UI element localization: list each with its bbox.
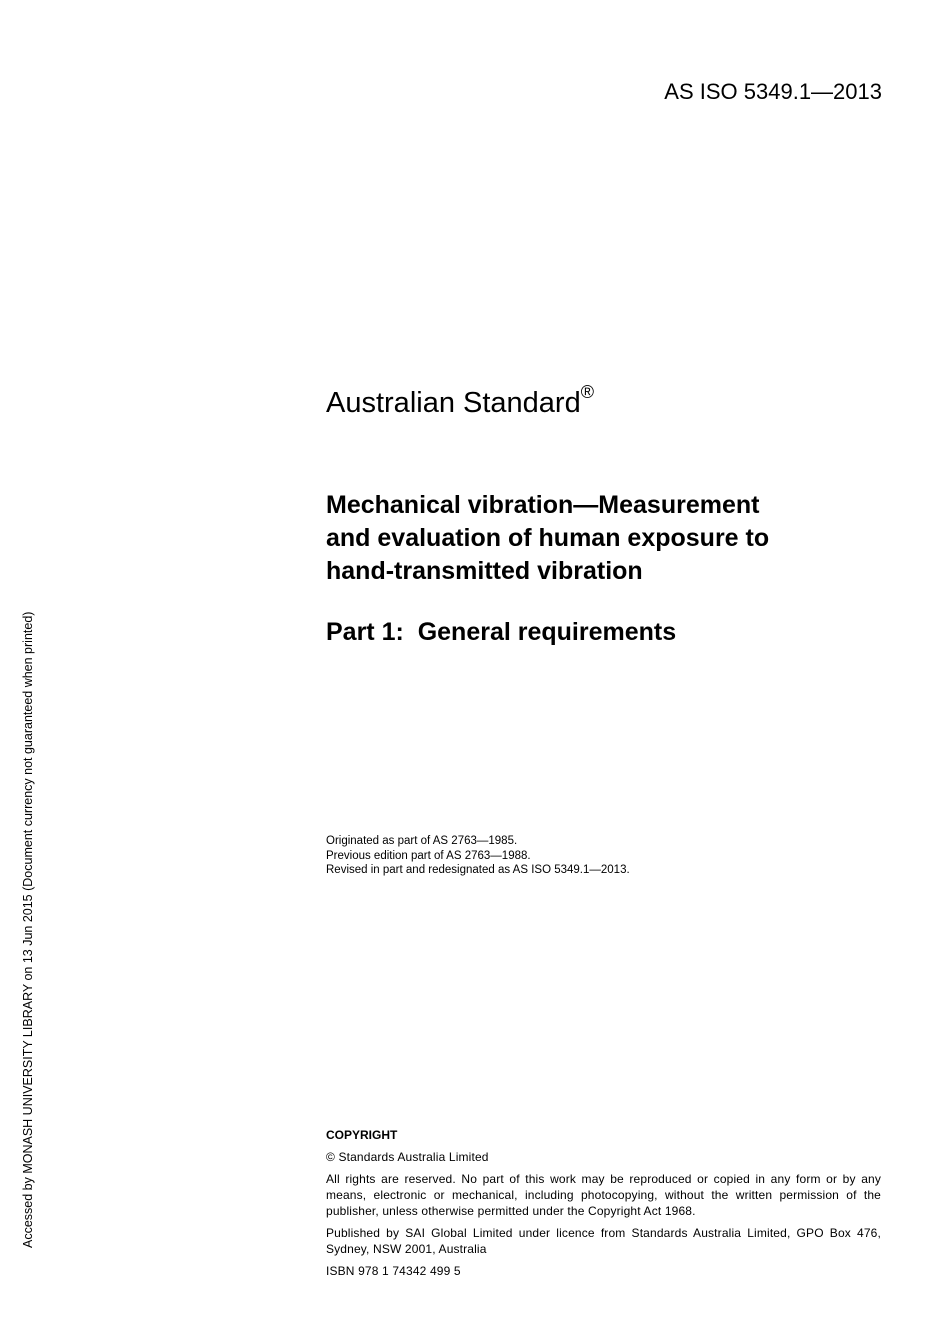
history-line: Revised in part and redesignated as AS ISO 5349.1—2013. [326,864,630,876]
copyright-owner: © Standards Australia Limited [326,1150,489,1164]
access-note: Accessed by MONASH UNIVERSITY LIBRARY on 13 Jun 2015 (Document currency not guaranteed when printed) [21,611,35,1248]
standard-title-line: and evaluation of human exposure to [326,524,770,552]
series-title-text: Australian Standard [326,387,581,419]
registered-trademark-symbol: ® [580,382,594,402]
standard-title [326,489,881,588]
standard-title-line: hand-transmitted vibration [326,557,643,585]
isbn: ISBN 978 1 74342 499 5 [326,1264,461,1278]
standard-title-line: Mechanical vibration—Measurement [326,491,760,519]
copyright-block [326,1127,881,1285]
copyright-heading: COPYRIGHT [326,1128,398,1142]
series-title [326,384,881,422]
publication-history [326,834,881,878]
publisher-statement: Published by SAI Global Limited under licence from Standards Australia Limited, GPO Box 476, Sydney, NSW 2001, Australia [326,1226,881,1256]
history-line: Previous edition part of AS 2763—1988. [326,849,531,862]
rights-statement: All rights are reserved. No part of this work may be reproduced or copied in any form or by any means, electronic or mechanical, including photocopying, without the written permission of the publisher, unless otherwise permitted under the Copyright Act 1968. [326,1172,881,1218]
part-title: Part 1: General requirements [326,618,677,646]
document-number: AS ISO 5349.1—2013 [664,79,882,104]
history-line: Originated as part of AS 2763—1985. [326,835,518,847]
